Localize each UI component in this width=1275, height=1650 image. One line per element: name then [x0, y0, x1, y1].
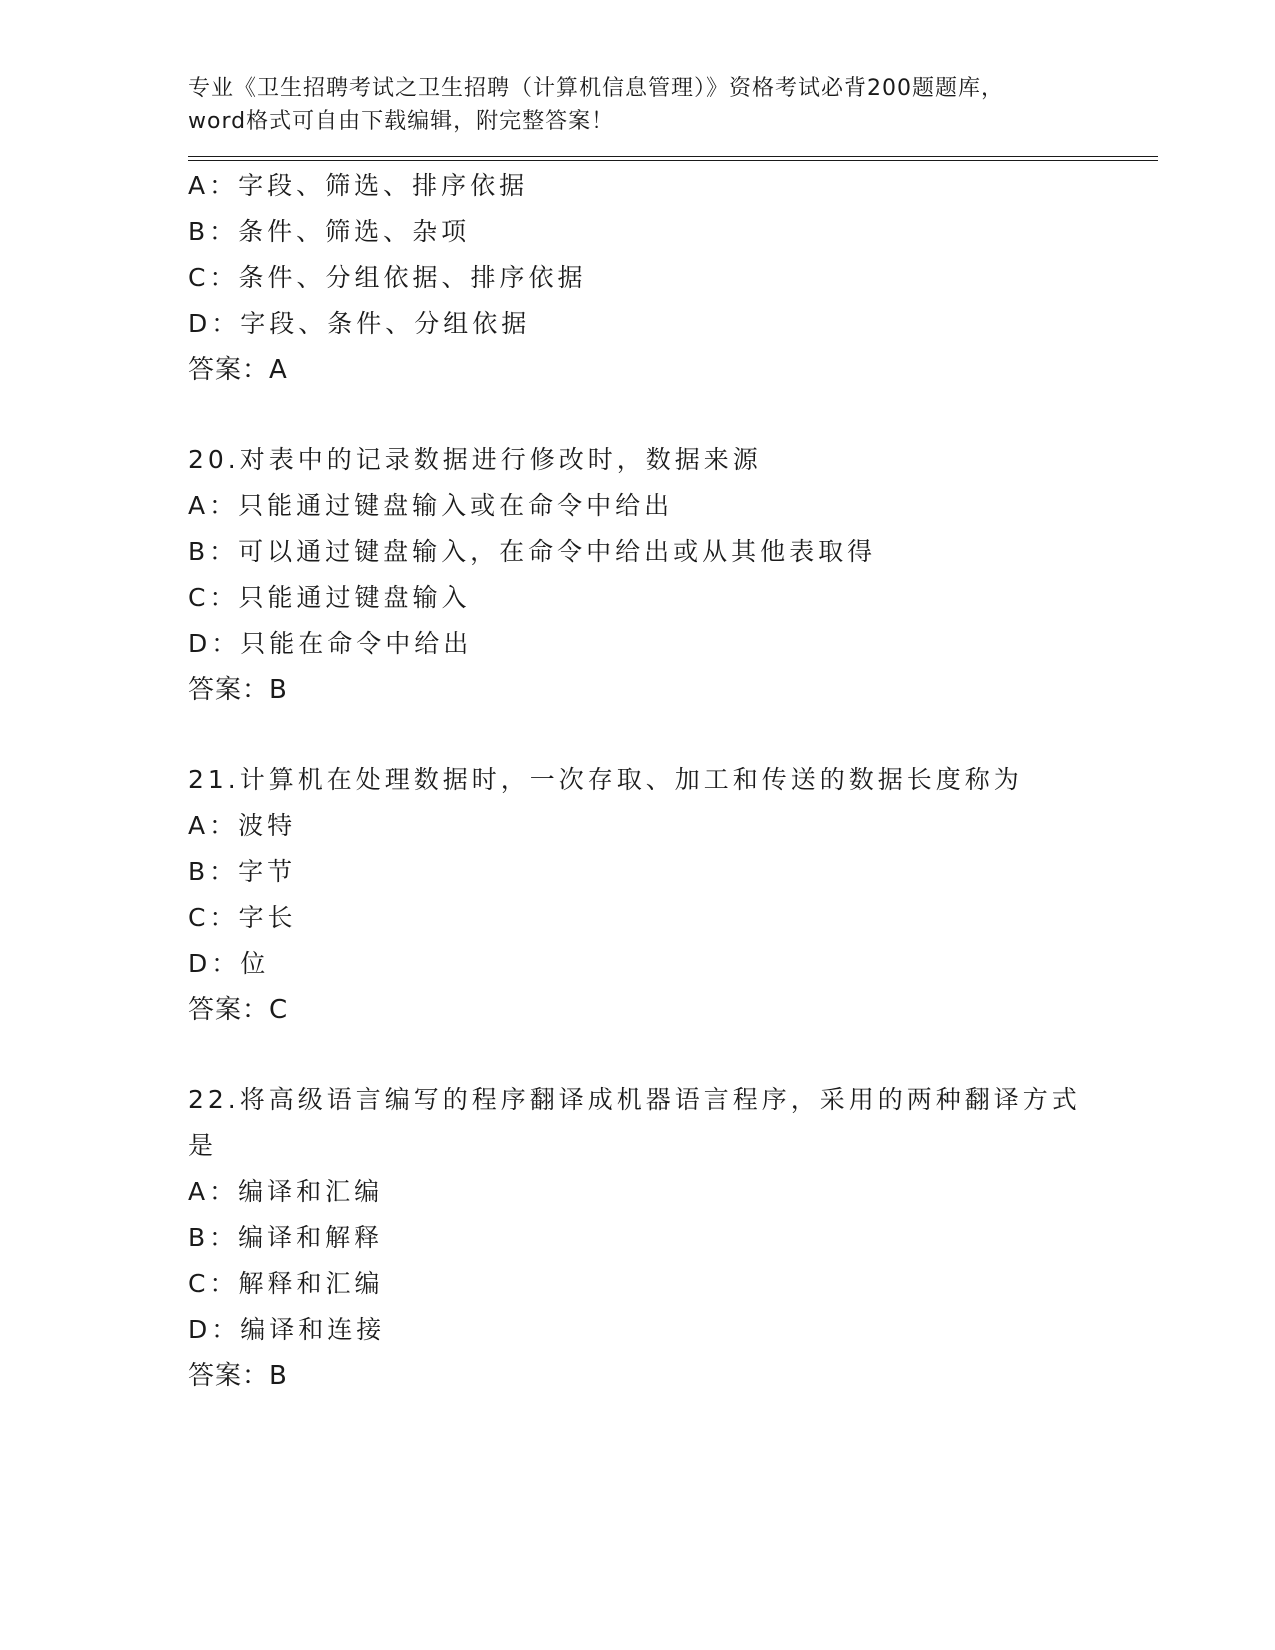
option-c: C：字长 — [188, 903, 297, 932]
carryover-question — [188, 163, 1158, 393]
question-title: 21.计算机在处理数据时，一次存取、加工和传送的数据长度称为 — [188, 765, 1023, 794]
option-d: D：编译和连接 — [188, 1315, 386, 1344]
option-c: C：只能通过键盘输入 — [188, 583, 471, 612]
header-divider — [188, 156, 1158, 161]
question-21 — [188, 757, 1158, 1033]
option-b: B：字节 — [188, 857, 297, 886]
question-22 — [188, 1077, 1158, 1399]
question-title: 22.将高级语言编写的程序翻译成机器语言程序，采用的两种翻译方式是 — [188, 1085, 1081, 1160]
option-c: C：解释和汇编 — [188, 1269, 384, 1298]
option-d: D：字段、条件、分组依据 — [188, 309, 531, 338]
option-a: A：波特 — [188, 811, 297, 840]
document-header — [188, 72, 1158, 138]
answer: 答案：B — [188, 675, 288, 705]
header-line-2: word格式可自由下载编辑，附完整答案！ — [188, 109, 615, 134]
option-b: B：编译和解释 — [188, 1223, 384, 1252]
answer: 答案：A — [188, 355, 288, 385]
question-title: 20.对表中的记录数据进行修改时，数据来源 — [188, 445, 762, 474]
option-d: D：位 — [188, 949, 270, 978]
document-page — [188, 72, 1158, 1399]
option-c: C：条件、分组依据、排序依据 — [188, 263, 587, 292]
option-b: B：条件、筛选、杂项 — [188, 217, 471, 246]
answer: 答案：C — [188, 995, 289, 1025]
answer: 答案：B — [188, 1361, 288, 1391]
option-a: A：只能通过键盘输入或在命令中给出 — [188, 491, 674, 520]
question-20 — [188, 437, 1158, 713]
option-b: B：可以通过键盘输入，在命令中给出或从其他表取得 — [188, 537, 877, 566]
option-a: A：字段、筛选、排序依据 — [188, 171, 529, 200]
option-d: D：只能在命令中给出 — [188, 629, 473, 658]
option-a: A：编译和汇编 — [188, 1177, 384, 1206]
header-line-1: 专业《卫生招聘考试之卫生招聘（计算机信息管理）》资格考试必背200题题库， — [188, 76, 1004, 101]
